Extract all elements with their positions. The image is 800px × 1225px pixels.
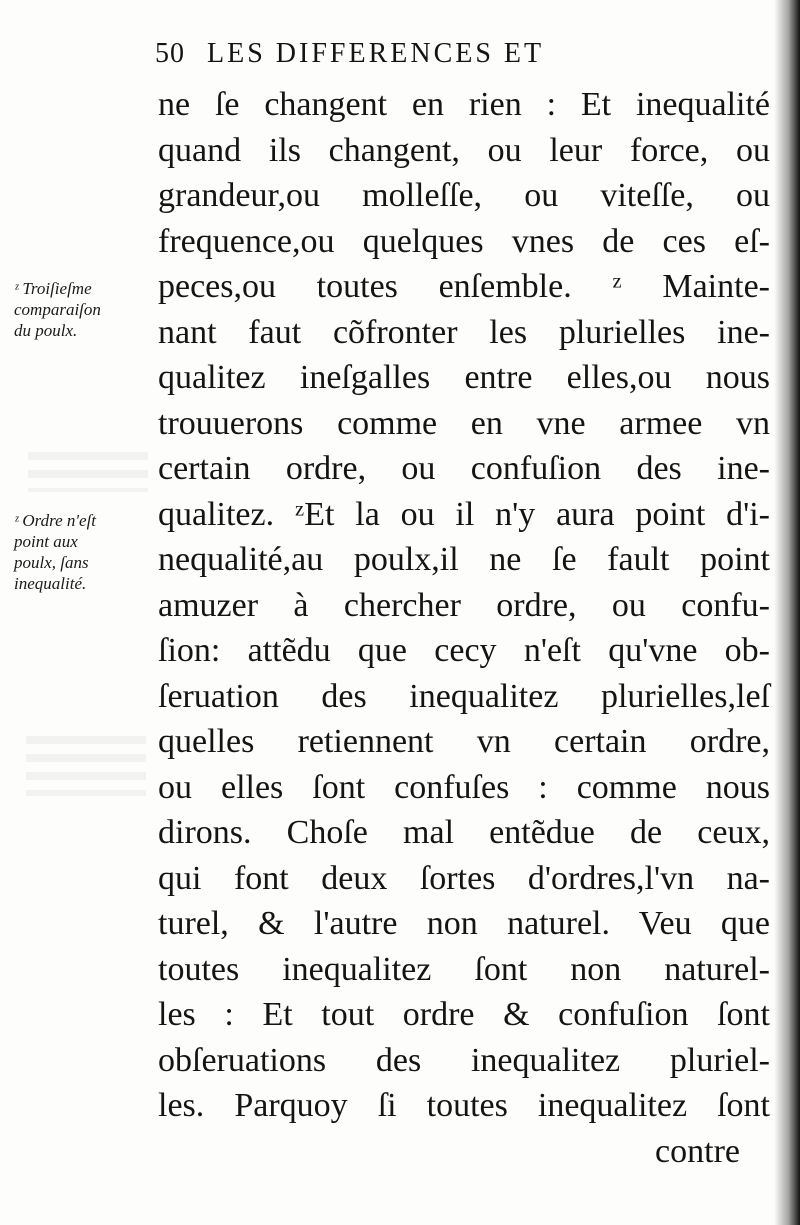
text-line: qualitez. ᶻEt la ou il n'y aura point d'i- — [158, 495, 770, 533]
show-through-shadow — [26, 736, 146, 796]
text-line: toutes inequalitez ſont non naturel- — [158, 950, 770, 988]
margin-note-line: comparaiſon — [14, 300, 101, 319]
text-line: trouuerons comme en vne armee vn — [158, 404, 770, 442]
text-line: dirons. Choſe mal entẽdue de ceux, — [158, 814, 770, 851]
catchword: contre — [655, 1132, 740, 1170]
text-line: les : Et tout ordre & confuſion ſont — [158, 996, 770, 1033]
text-line: turel, & l'autre non naturel. Veu que — [158, 905, 770, 942]
margin-note-line: inequalité. — [14, 574, 87, 593]
text-line: obſeruations des inequalitez pluriel- — [158, 1041, 770, 1079]
running-head — [155, 38, 715, 78]
text-line: quelles retiennent vn certain ordre, — [158, 723, 770, 760]
margin-note-line: point aux — [14, 532, 78, 551]
show-through-shadow — [28, 452, 148, 492]
text-line: nant faut cõfronter les plurielles ine- — [158, 313, 770, 351]
text-line: qualitez ineſgalles entre elles,ou nous — [158, 359, 770, 396]
margin-note-line: ᶻ Troiſieſme — [14, 279, 92, 298]
text-line: ſeruation des inequalitez plurielles,leſ — [158, 677, 770, 715]
text-line: qui font deux ſortes d'ordres,l'vn na- — [158, 859, 770, 897]
margin-note-ordre — [14, 510, 162, 594]
margin-note-troisiesme-comparaison — [14, 278, 162, 341]
page-number: 50 — [155, 38, 185, 69]
text-line: nequalité,au poulx,il ne ſe fault point — [158, 541, 770, 578]
text-line: amuzer à chercher ordre, ou confu- — [158, 586, 770, 624]
text-line: ſion: attẽdu que cecy n'eſt qu'vne ob- — [158, 632, 770, 669]
text-line: quand ils changent, ou leur force, ou — [158, 131, 770, 169]
text-line: les. Parquoy ſi toutes inequalitez ſont — [158, 1087, 770, 1124]
text-line: ne ſe changent en rien : Et inequalité — [158, 86, 770, 123]
margin-note-line: ᶻ Ordre n'eſt — [14, 511, 97, 530]
text-line: frequence,ou quelques vnes de ces eſ- — [158, 222, 770, 260]
text-line: grandeur,ou molleſſe, ou viteſſe, ou — [158, 177, 770, 214]
text-line: peces,ou toutes enſemble. ᶻ Mainte- — [158, 268, 770, 305]
running-head-title: LES DIFFERENCES ET — [207, 38, 545, 69]
body-text — [158, 82, 770, 1174]
margin-note-line: du poulx. — [14, 321, 78, 340]
margin-note-line: poulx, ſans — [14, 553, 89, 572]
text-line: ou elles ſont confuſes : comme nous — [158, 768, 770, 806]
text-line: certain ordre, ou confuſion des ine- — [158, 450, 770, 487]
